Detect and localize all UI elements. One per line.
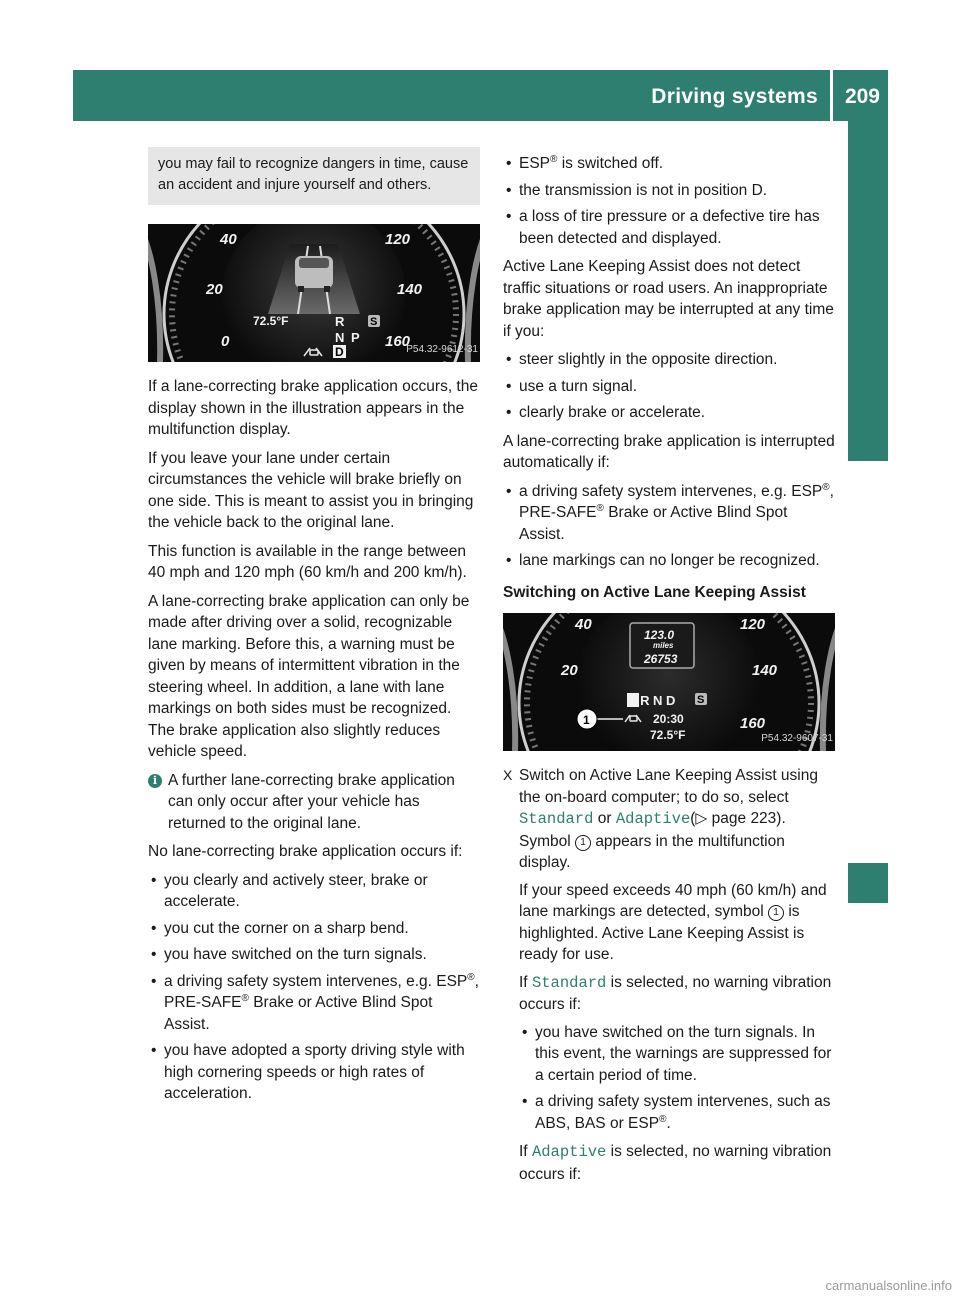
callout-ref: 1	[768, 905, 784, 921]
gear-s-badge: S	[370, 316, 378, 328]
info-text: A further lane-correcting brake application can only occur after your vehicle has returned to the original lane.	[168, 771, 455, 832]
option-adaptive: Adaptive	[615, 810, 691, 828]
figure-id: P54.32-9612-31	[406, 343, 478, 355]
list-item: • use a turn signal.	[503, 376, 835, 398]
warning-box: you may fail to recognize dangers in time, cause an accident and injure yourself and others.	[148, 147, 480, 205]
header-bar	[73, 70, 888, 121]
option-standard: Standard	[519, 810, 594, 828]
speed-label-20: 20	[561, 662, 578, 679]
list-item: • you cut the corner on a sharp bend.	[148, 918, 480, 940]
step-text	[519, 1141, 835, 1185]
condition-text: is selected, no warning vibration occurs if:	[519, 1143, 832, 1183]
speed-label-120: 120	[740, 616, 766, 633]
section-heading: Switching on Active Lane Keeping Assist	[503, 583, 806, 601]
speed-label-0: 0	[221, 333, 230, 350]
list-item: • a driving safety system intervenes, e.g. ESP®, PRE-SAFE® Brake or Active Blind Spot Assist.	[148, 971, 480, 1036]
symbol-word: symbol	[714, 903, 764, 920]
list-item: • a loss of tire pressure or a defective tire has been detected and displayed.	[503, 206, 835, 249]
step-text	[519, 972, 835, 1016]
bullet-list	[519, 1022, 835, 1135]
option-adaptive: Adaptive	[531, 1143, 607, 1161]
speed-label-120: 120	[385, 231, 411, 248]
paragraph: Active Lane Keeping Assist does not detect traffic situations or road users. An inappropriate brake application may be interrupted at any time if you:	[503, 258, 834, 340]
list-item: • clearly brake or accelerate.	[503, 402, 835, 424]
speed-label-20: 20	[206, 281, 223, 298]
paragraph: If a lane-correcting brake application occurs, the display shown in the illustration appears in the multifunction display.	[148, 378, 478, 438]
if-word: If	[519, 973, 528, 991]
speed-label-40: 40	[575, 616, 592, 633]
step-intro: Switch on Active Lane Keeping Assist using the on-board computer; to do so, select	[519, 767, 818, 806]
list-item: • you have adopted a sporty driving style with high cornering speeds or high rates of acceleration.	[148, 1040, 480, 1105]
highlight-text: is highlighted. Active Lane Keeping Assist is ready for use.	[519, 903, 805, 963]
list-item: • the transmission is not in position D.	[503, 180, 835, 202]
bullet-list	[148, 870, 480, 1105]
figure-lane-correcting-display	[148, 224, 480, 362]
step-body	[519, 765, 835, 1191]
gear-s-badge: S	[697, 694, 705, 706]
list-item: • ESP® is switched off.	[503, 153, 835, 175]
clock-readout: 20:30	[653, 712, 684, 726]
trip-readout: 123.0	[644, 628, 675, 642]
speed-label-140: 140	[397, 281, 423, 298]
step-text	[519, 765, 835, 874]
paragraph: A lane-correcting brake application can only be made after driving over a solid, recognizable lane marking. Before this, a warning must be given by means of intermittent vibration in the steering wheel. In addition, a lane with lane markings on both sides must be recognized. The brake application also slightly reduces vehicle speed.	[148, 592, 470, 760]
symbol-word: Symbol	[519, 832, 571, 850]
symbol-text: appears in the multifunction display.	[519, 832, 785, 871]
right-column	[503, 147, 835, 1191]
condition-text: is selected, no warning vibration occurs if:	[519, 973, 832, 1013]
list-item: • steer slightly in the opposite direction.	[503, 349, 835, 371]
paragraph: A lane-correcting brake application is interrupted automatically if:	[503, 432, 835, 471]
list-item: • a driving safety system intervenes, such as ABS, BAS or ESP®.	[519, 1091, 835, 1134]
option-standard: Standard	[531, 973, 607, 992]
trip-unit: miles	[653, 641, 674, 650]
info-note	[148, 770, 480, 835]
figure-id: P54.32-9607-31	[761, 732, 833, 744]
gear-d: D	[335, 345, 344, 359]
list-item: • you have switched on the turn signals.	[148, 944, 480, 966]
list-item: • you clearly and actively steer, brake or accelerate.	[148, 870, 480, 913]
section-title: Driving systems	[651, 85, 818, 108]
gear-indicator: PRND	[628, 693, 679, 708]
or-text: or	[597, 810, 612, 827]
speed-text: If your speed exceeds 40 mph (60 km/h) and lane markings are detected,	[519, 881, 827, 920]
step-text	[519, 880, 835, 966]
page-reference[interactable]: (▷ page 223).	[690, 810, 786, 827]
gear-r: R	[335, 314, 345, 329]
bullet-list	[503, 349, 835, 424]
list-item: • a driving safety system intervenes, e.g. ESP®, PRE-SAFE® Brake or Active Blind Spot Assist.	[503, 481, 835, 546]
paragraph: This function is available in the range between 40 mph and 120 mph (60 km/h and 200 km/h).	[148, 542, 467, 581]
chapter-label: Driving and parking	[851, 254, 874, 452]
paragraph: No lane-correcting brake application occurs if:	[148, 843, 463, 860]
speed-label-160: 160	[385, 333, 411, 350]
info-icon: i	[148, 774, 162, 788]
left-column	[148, 147, 480, 1112]
temperature-readout: 72.5°F	[253, 314, 289, 328]
bullet-list	[503, 481, 835, 572]
paragraph: If you leave your lane under certain circumstances the vehicle will brake briefly on one side. This is meant to assist you in bringing the vehicle back to the original lane.	[148, 449, 474, 531]
list-item: • you have switched on the turn signals. In this event, the warnings are suppressed for a certain period of time.	[519, 1022, 835, 1087]
list-item: • lane markings can no longer be recognized.	[503, 550, 835, 572]
bullet-list	[503, 153, 835, 249]
header-divider	[830, 70, 833, 121]
figure-active-lane-keeping-display	[503, 613, 835, 751]
step-marker: X	[503, 767, 513, 783]
odometer-readout: 26753	[644, 652, 678, 666]
speed-label-140: 140	[752, 662, 778, 679]
chapter-marker	[848, 863, 888, 903]
temperature-readout: 72.5°F	[650, 728, 686, 742]
callout-ref: 1	[575, 835, 591, 851]
callout-number: 1	[583, 713, 590, 727]
watermark: carmanualsonline.info	[825, 1277, 952, 1293]
gear-p: P	[351, 330, 360, 345]
page-number: 209	[844, 85, 880, 108]
if-word: If	[519, 1143, 528, 1160]
speed-label-160: 160	[740, 715, 766, 732]
speed-label-40: 40	[220, 231, 237, 248]
instruction-step	[503, 765, 835, 1191]
gear-n: N	[335, 330, 345, 345]
